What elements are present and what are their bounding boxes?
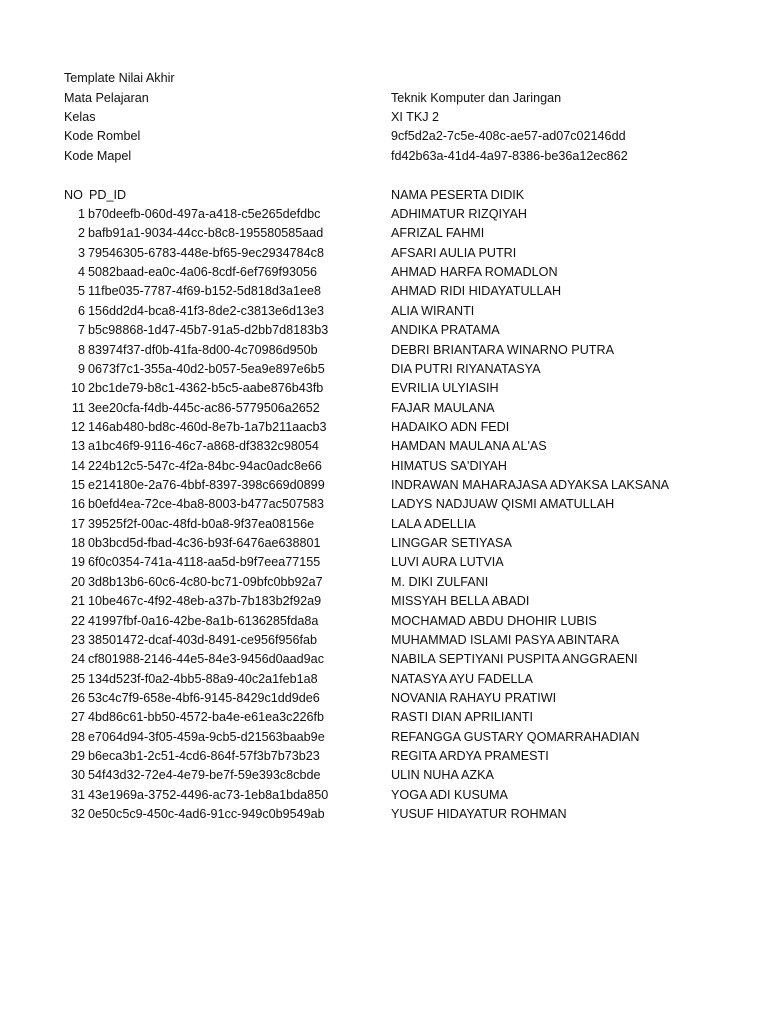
row-number: 3 (77, 246, 85, 260)
row-student-name: MUHAMMAD ISLAMI PASYA ABINTARA (391, 633, 620, 647)
row-number: 18 (70, 536, 85, 550)
row-student-name: NABILA SEPTIYANI PUSPITA ANGGRAENI (391, 652, 638, 666)
row-number: 24 (70, 652, 85, 666)
row-number: 26 (70, 691, 85, 705)
row-student-name: LUVI AURA LUTVIA (391, 555, 504, 569)
row-pd-id: 54f43d32-72e4-4e79-be7f-59e393c8cbde (88, 768, 321, 782)
row-student-name: ADHIMATUR RIZQIYAH (391, 207, 527, 221)
row-student-name: M. DIKI ZULFANI (391, 575, 489, 589)
row-pd-id: 83974f37-df0b-41fa-8d00-4c70986d950b (88, 343, 318, 357)
row-pd-id: 43e1969a-3752-4496-ac73-1eb8a1bda850 (88, 788, 329, 802)
row-student-name: ULIN NUHA AZKA (391, 768, 494, 782)
row-student-name: AHMAD HARFA ROMADLON (391, 265, 558, 279)
row-student-name: ANDIKA PRATAMA (391, 323, 500, 337)
row-student-name: REFANGGA GUSTARY QOMARRAHADIAN (391, 730, 640, 744)
row-pd-id: 3ee20cfa-f4db-445c-ac86-5779506a2652 (88, 401, 320, 415)
row-pd-id: 156dd2d4-bca8-41f3-8de2-c3813e6d13e3 (88, 304, 324, 318)
row-number: 20 (70, 575, 85, 589)
row-student-name: NOVANIA RAHAYU PRATIWI (391, 691, 557, 705)
row-number: 5 (77, 284, 85, 298)
row-pd-id: e7064d94-3f05-459a-9cb5-d21563baab9e (88, 730, 325, 744)
row-student-name: YOGA ADI KUSUMA (391, 788, 508, 802)
row-number: 14 (70, 459, 85, 473)
row-student-name: MISSYAH BELLA ABADI (391, 594, 530, 608)
row-student-name: HAMDAN MAULANA AL'AS (391, 439, 547, 453)
row-number: 27 (70, 710, 85, 724)
row-number: 1 (77, 207, 85, 221)
row-number: 29 (70, 749, 85, 763)
row-student-name: INDRAWAN MAHARAJASA ADYAKSA LAKSANA (391, 478, 670, 492)
field-value-mapel-code: fd42b63a-41d4-4a97-8386-be36a12ec862 (391, 149, 628, 163)
row-number: 22 (70, 614, 85, 628)
row-student-name: AHMAD RIDI HIDAYATULLAH (391, 284, 562, 298)
row-number: 21 (70, 594, 85, 608)
row-number: 4 (77, 265, 85, 279)
row-pd-id: 11fbe035-7787-4f69-b152-5d818d3a1ee8 (88, 284, 321, 298)
row-pd-id: 41997fbf-0a16-42be-8a1b-6136285fda8a (88, 614, 319, 628)
row-pd-id: 10be467c-4f92-48eb-a37b-7b183b2f92a9 (88, 594, 322, 608)
row-number: 8 (77, 343, 85, 357)
field-value-subject: Teknik Komputer dan Jaringan (391, 91, 562, 105)
row-student-name: DEBRI BRIANTARA WINARNO PUTRA (391, 343, 614, 357)
row-pd-id: 53c4c7f9-658e-4bf6-9145-8429c1dd9de6 (88, 691, 320, 705)
row-pd-id: 79546305-6783-448e-bf65-9ec2934784c8 (88, 246, 324, 260)
row-pd-id: e214180e-2a76-4bbf-8397-398c669d0899 (88, 478, 325, 492)
row-number: 30 (70, 768, 85, 782)
row-number: 15 (70, 478, 85, 492)
column-header-pd-id: PD_ID (89, 188, 127, 202)
row-pd-id: 5082baad-ea0c-4a06-8cdf-6ef769f93056 (88, 265, 317, 279)
row-number: 9 (77, 362, 85, 376)
field-value-class: XI TKJ 2 (391, 110, 440, 124)
row-pd-id: 0e50c5c9-450c-4ad6-91cc-949c0b9549ab (88, 807, 325, 821)
row-student-name: ALIA WIRANTI (391, 304, 475, 318)
row-student-name: MOCHAMAD ABDU DHOHIR LUBIS (391, 614, 597, 628)
row-number: 12 (70, 420, 85, 434)
row-pd-id: b6eca3b1-2c51-4cd6-864f-57f3b7b73b23 (88, 749, 320, 763)
row-number: 6 (77, 304, 85, 318)
row-number: 32 (70, 807, 85, 821)
column-header-no: NO (64, 188, 83, 202)
row-pd-id: 3d8b13b6-60c6-4c80-bc71-09bfc0bb92a7 (88, 575, 323, 589)
field-label-rombel-code: Kode Rombel (64, 129, 141, 143)
row-pd-id: b0efd4ea-72ce-4ba8-8003-b477ac507583 (88, 497, 324, 511)
row-number: 25 (70, 672, 85, 686)
row-pd-id: b5c98868-1d47-45b7-91a5-d2bb7d8183b3 (88, 323, 329, 337)
row-number: 11 (71, 401, 85, 415)
row-student-name: AFRIZAL FAHMI (391, 226, 485, 240)
row-pd-id: 38501472-dcaf-403d-8491-ce956f956fab (88, 633, 317, 647)
row-pd-id: b70deefb-060d-497a-a418-c5e265defdbc (88, 207, 321, 221)
field-label-subject: Mata Pelajaran (64, 91, 149, 105)
row-pd-id: 224b12c5-547c-4f2a-84bc-94ac0adc8e66 (88, 459, 322, 473)
row-student-name: LADYS NADJUAW QISMI AMATULLAH (391, 497, 615, 511)
row-pd-id: 134d523f-f0a2-4bb5-88a9-40c2a1feb1a8 (88, 672, 318, 686)
row-number: 13 (70, 439, 85, 453)
row-student-name: YUSUF HIDAYATUR ROHMAN (391, 807, 567, 821)
row-pd-id: 39525f2f-00ac-48fd-b0a8-9f37ea08156e (88, 517, 315, 531)
document-title: Template Nilai Akhir (64, 71, 175, 85)
row-pd-id: 4bd86c61-bb50-4572-ba4e-e61ea3c226fb (88, 710, 324, 724)
row-pd-id: bafb91a1-9034-44cc-b8c8-195580585aad (88, 226, 324, 240)
row-student-name: AFSARI AULIA PUTRI (391, 246, 517, 260)
row-number: 16 (70, 497, 85, 511)
row-number: 31 (70, 788, 85, 802)
field-label-class: Kelas (64, 110, 96, 124)
row-number: 23 (70, 633, 85, 647)
row-pd-id: 2bc1de79-b8c1-4362-b5c5-aabe876b43fb (88, 381, 324, 395)
row-number: 17 (70, 517, 85, 531)
field-label-mapel-code: Kode Mapel (64, 149, 132, 163)
row-number: 2 (77, 226, 85, 240)
row-pd-id: cf801988-2146-44e5-84e3-9456d0aad9ac (88, 652, 324, 666)
row-student-name: EVRILIA ULYIASIH (391, 381, 499, 395)
row-number: 10 (70, 381, 85, 395)
row-student-name: NATASYA AYU FADELLA (391, 672, 533, 686)
row-number: 28 (70, 730, 85, 744)
row-student-name: HIMATUS SA'DIYAH (391, 459, 507, 473)
row-pd-id: 6f0c0354-741a-4118-aa5d-b9f7eea77155 (88, 555, 321, 569)
row-student-name: DIA PUTRI RIYANATASYA (391, 362, 541, 376)
row-student-name: LALA ADELLIA (391, 517, 476, 531)
row-pd-id: 146ab480-bd8c-460d-8e7b-1a7b211aacb3 (88, 420, 327, 434)
row-pd-id: 0b3bcd5d-fbad-4c36-b93f-6476ae638801 (88, 536, 321, 550)
field-value-rombel-code: 9cf5d2a2-7c5e-408c-ae57-ad07c02146dd (391, 129, 626, 143)
row-pd-id: 0673f7c1-355a-40d2-b057-5ea9e897e6b5 (88, 362, 325, 376)
column-header-student-name: NAMA PESERTA DIDIK (391, 188, 525, 202)
row-student-name: REGITA ARDYA PRAMESTI (391, 749, 549, 763)
row-student-name: LINGGAR SETIYASA (391, 536, 512, 550)
row-number: 7 (77, 323, 85, 337)
row-student-name: FAJAR MAULANA (391, 401, 495, 415)
row-number: 19 (70, 555, 85, 569)
row-pd-id: a1bc46f9-9116-46c7-a868-df3832c98054 (88, 439, 319, 453)
row-student-name: HADAIKO ADN FEDI (391, 420, 510, 434)
row-student-name: RASTI DIAN APRILIANTI (391, 710, 534, 724)
